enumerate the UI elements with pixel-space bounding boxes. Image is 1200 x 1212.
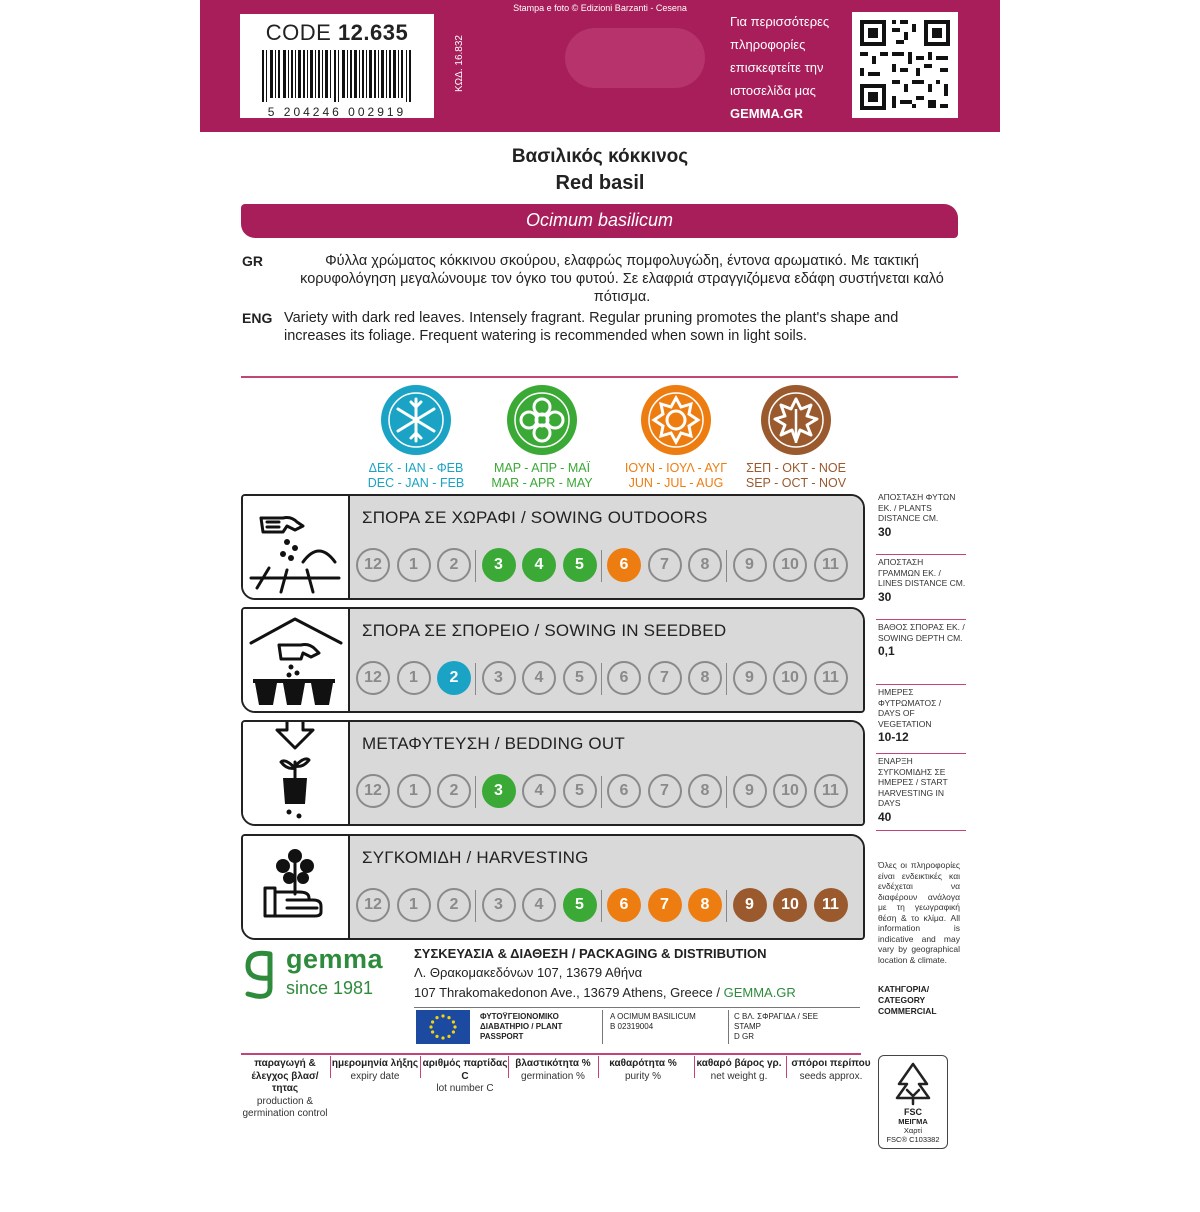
divider: [602, 1010, 603, 1044]
month-12: 12: [356, 774, 390, 808]
season-summer: [606, 385, 746, 491]
spec-lines-distance: ΑΠΟΣΤΑΣΗ ΓΡΑΜΜΩΝ ΕΚ. / LINES DISTANCE CM. 30: [876, 555, 966, 620]
barcode-number: 5 204246 002919: [267, 105, 407, 119]
kod-label: ΚΩΔ. 16.832: [454, 35, 465, 92]
leaf-icon: [761, 385, 831, 455]
month-11: 11: [814, 548, 848, 582]
month-2: 2: [437, 661, 471, 695]
description-english: Variety with dark red leaves. Intensely fragrant. Regular pruning promotes the plant's shape and increases its foliage. Frequent watering is recommended when sown in light soils.: [284, 310, 899, 344]
month-12: 12: [356, 661, 390, 695]
eu-flag-icon: [416, 1010, 470, 1044]
month-7: 7: [648, 661, 682, 695]
season-separator: [726, 550, 727, 582]
season-spring: [472, 385, 612, 491]
month-4: 4: [522, 774, 556, 808]
month-1: 1: [397, 888, 431, 922]
row-sowing-seedbed: [241, 607, 865, 713]
month-6: 6: [607, 888, 641, 922]
row-title: ΣΠΟΡΑ ΣΕ ΧΩΡΑΦΙ / SOWING OUTDOORS: [362, 508, 708, 527]
fsc-logo: [878, 1055, 948, 1149]
month-3: 3: [482, 548, 516, 582]
fsc-code: FSC® C103382: [886, 1135, 940, 1144]
fsc-paper: Χαρτί: [903, 1126, 923, 1135]
spec-sowing-depth: ΒΑΘΟΣ ΣΠΟΡΑΣ ΕΚ. / SOWING DEPTH CM. 0,1: [876, 620, 966, 685]
disclaimer-note: Όλες οι πληροφορίες είναι ενδεικτικές και ενδέχεται να διαφέρουν ανάλογα με τη γεωγραφική θέση & το κλίμα. All information is indicative and may vary by geographical location & climate.: [878, 860, 960, 965]
row-harvesting: [241, 834, 865, 940]
sun-icon: [641, 385, 711, 455]
address-greek: Λ. Θρακομακεδόνων 107, 13679 Αθήνα: [414, 965, 643, 980]
month-5: 5: [563, 774, 597, 808]
season-label-gr: ΜΑΡ - ΑΠΡ - ΜΑΪ: [493, 461, 591, 475]
spec-days-vegetation: ΗΜΕΡΕΣ ΦΥΤΡΩΜΑΤΟΣ / DAYS OF VEGETATION 10-12: [876, 685, 966, 754]
product-code: CODE 12.635: [265, 20, 409, 45]
brand-since: since 1981: [286, 978, 374, 998]
brand-name: gemma: [286, 944, 384, 974]
season-label-gr: ΙΟΥΝ - ΙΟΥΛ - ΑΥΓ: [624, 461, 728, 475]
month-2: 2: [437, 888, 471, 922]
title-greek: Βασιλικός κόκκινος: [511, 146, 689, 167]
divider: [241, 1053, 861, 1055]
month-1: 1: [397, 774, 431, 808]
info-seeds: σπόροι περίπου seeds approx.: [791, 1058, 871, 1082]
month-6: 6: [607, 548, 641, 582]
lang-tag-gr: GR: [242, 253, 263, 269]
month-5: 5: [563, 548, 597, 582]
info-line: Για περισσότερες: [730, 14, 830, 29]
snowflake-icon: [381, 385, 451, 455]
harvesting-icon: [243, 836, 350, 938]
month-11: 11: [814, 774, 848, 808]
bedding-out-icon: [243, 722, 350, 824]
row-sowing-outdoors: [241, 494, 865, 600]
info-purity: καθαρότητα % purity %: [609, 1058, 677, 1082]
month-4: 4: [522, 548, 556, 582]
gemma-logo-icon: [242, 948, 276, 1000]
latin-name: Ocimum basilicum: [525, 210, 674, 230]
season-separator: [601, 550, 602, 582]
month-5: 5: [563, 661, 597, 695]
sowing-seedbed-icon: [243, 609, 350, 711]
passport-cd: C ΒΛ. ΣΦΡΑΓΙΔΑ / SEE STAMP D GR: [734, 1012, 819, 1041]
season-separator: [726, 776, 727, 808]
season-label-en: JUN - JUL - AUG: [628, 476, 724, 490]
info-line: πληροφορίες: [730, 37, 806, 52]
category-label: ΚΑΤΗΓΟΡΙΑ/ CATEGORY COMMERCIAL: [878, 984, 937, 1016]
season-separator: [726, 890, 727, 922]
month-10: 10: [773, 548, 807, 582]
season-separator: [601, 890, 602, 922]
month-3: 3: [482, 888, 516, 922]
month-6: 6: [607, 774, 641, 808]
season-separator: [475, 550, 476, 582]
month-4: 4: [522, 661, 556, 695]
month-11: 11: [814, 888, 848, 922]
season-label-gr: ΣΕΠ - ΟΚΤ - ΝΟΕ: [746, 461, 846, 475]
month-2: 2: [437, 548, 471, 582]
row-title: ΜΕΤΑΦΥΤΕΥΣΗ / BEDDING OUT: [362, 734, 625, 753]
month-track: [356, 661, 856, 701]
month-9: 9: [733, 548, 767, 582]
side-specs: [876, 490, 966, 831]
season-separator: [601, 663, 602, 695]
month-4: 4: [522, 888, 556, 922]
hanger-slot: [565, 28, 705, 88]
fsc-name: FSC: [904, 1107, 922, 1117]
info-germination: βλαστικότητα % germination %: [515, 1058, 591, 1082]
season-label-gr: ΔΕΚ - ΙΑΝ - ΦΕΒ: [368, 461, 464, 475]
fsc-tree-icon: [891, 1060, 935, 1106]
season-winter: [346, 385, 486, 491]
month-6: 6: [607, 661, 641, 695]
month-7: 7: [648, 888, 682, 922]
month-11: 11: [814, 661, 848, 695]
season-separator: [475, 890, 476, 922]
title-english: Red basil: [555, 172, 645, 194]
month-3: 3: [482, 661, 516, 695]
month-7: 7: [648, 548, 682, 582]
flower-icon: [507, 385, 577, 455]
month-track: [356, 888, 856, 928]
info-expiry: ημερομηνία λήξης expiry date: [331, 1058, 419, 1082]
row-title: ΣΠΟΡΑ ΣΕ ΣΠΟΡΕΙΟ / SOWING IN SEEDBED: [362, 621, 727, 640]
month-9: 9: [733, 661, 767, 695]
season-label-en: DEC - JAN - FEB: [367, 476, 465, 490]
fsc-mix: ΜΕΙΓΜΑ: [898, 1117, 928, 1126]
month-track: [356, 774, 856, 814]
website-link[interactable]: GEMMA.GR: [723, 985, 796, 1000]
row-title: ΣΥΓΚΟΜΙΔΗ / HARVESTING: [362, 848, 589, 867]
credits-text: Stampa e foto © Edizioni Barzanti - Cesena: [513, 3, 687, 13]
passport-label: ΦΥΤΟΫΓΕΙΟΝΟΜΙΚΟ ΔΙΑΒΑΤΗΡΙΟ / PLANT PASSPORT: [480, 1012, 563, 1041]
sowing-outdoors-icon: [243, 496, 350, 598]
month-5: 5: [563, 888, 597, 922]
month-1: 1: [397, 661, 431, 695]
address-english: 107 Thrakomakedonon Ave., 13679 Athens, Greece / GEMMA.GR: [414, 985, 796, 1000]
month-8: 8: [688, 661, 722, 695]
month-8: 8: [688, 774, 722, 808]
qr-code-icon[interactable]: [852, 12, 958, 118]
month-1: 1: [397, 548, 431, 582]
month-9: 9: [733, 888, 767, 922]
barcode-label: [240, 14, 434, 118]
month-10: 10: [773, 888, 807, 922]
divider: [241, 376, 958, 378]
month-9: 9: [733, 774, 767, 808]
barcode-icon: [262, 50, 412, 102]
spec-plants-distance: ΑΠΟΣΤΑΣΗ ΦΥΤΩΝ ΕΚ. / PLANTS DISTANCE CM. 30: [876, 490, 966, 555]
info-production: παραγωγή & έλεγχος βλασ/τητας production & germination control: [242, 1058, 328, 1119]
season-label-en: MAR - APR - MAY: [491, 476, 593, 490]
info-lot: αριθμός παρτίδας C lot number C: [422, 1058, 508, 1094]
passport-ab: A OCIMUM BASILICUM B 02319004: [610, 1012, 696, 1031]
season-separator: [601, 776, 602, 808]
website-link[interactable]: GEMMA.GR: [730, 106, 803, 121]
month-3: 3: [482, 774, 516, 808]
month-8: 8: [688, 888, 722, 922]
season-separator: [475, 776, 476, 808]
packaging-title: ΣΥΣΚΕΥΑΣΙΑ & ΔΙΑΘΕΣΗ / PACKAGING & DISTRIBUTION: [414, 946, 767, 961]
month-10: 10: [773, 774, 807, 808]
month-12: 12: [356, 548, 390, 582]
season-autumn: [726, 385, 866, 491]
season-separator: [475, 663, 476, 695]
month-10: 10: [773, 661, 807, 695]
month-8: 8: [688, 548, 722, 582]
divider: [728, 1010, 729, 1044]
latin-name-bar: [241, 204, 958, 238]
description-greek: Φύλλα χρώματος κόκκινου σκούρου, ελαφρώς πομφολυγώδη, έντονα αρωματικό. Με τακτική κορυφολόγηση μεγαλώνουμε τον όγκο του φυτού. Σε ελαφριά στραγγιζόμενα εδάφη συστήνεται καλό πότισμα.: [300, 253, 944, 305]
info-line: επισκεφτείτε την: [730, 60, 824, 75]
info-net-weight: καθαρό βάρος γρ. net weight g.: [696, 1058, 782, 1082]
month-track: [356, 548, 856, 588]
month-2: 2: [437, 774, 471, 808]
row-bedding-out: [241, 720, 865, 826]
month-12: 12: [356, 888, 390, 922]
plant-passport: [414, 1007, 860, 1046]
lang-tag-eng: ENG: [242, 310, 273, 326]
info-line: ιστοσελίδα μας: [730, 83, 816, 98]
info-text: [730, 10, 850, 125]
spec-start-harvesting: ΕΝΑΡΞΗ ΣΥΓΚΟΜΙΔΗΣ ΣΕ ΗΜΕΡΕΣ / START HARVESTING IN DAYS 40: [876, 754, 966, 831]
season-label-en: SEP - OCT - NOV: [745, 476, 847, 490]
month-7: 7: [648, 774, 682, 808]
season-separator: [726, 663, 727, 695]
